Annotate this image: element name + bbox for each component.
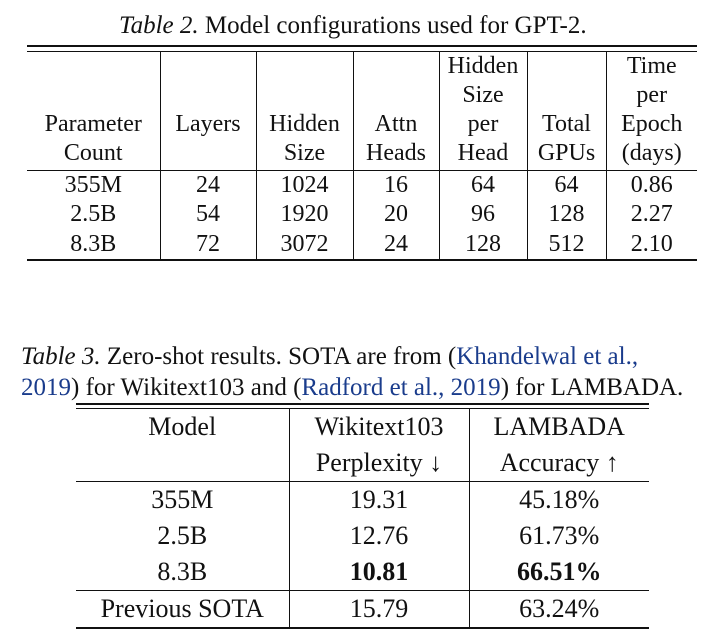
bold-value: 10.81	[349, 557, 409, 586]
table-cell: 355M	[27, 171, 160, 201]
table2-header-cell: Hidden Size per Head	[439, 52, 527, 171]
table-cell: 2.10	[630, 230, 673, 257]
table2-header-cell: Layers	[160, 52, 256, 171]
caption-text: ) for Wikitext103 and (	[71, 374, 302, 401]
table3-header-cell: Wikitext103	[289, 409, 469, 445]
table-cell: 20	[353, 200, 439, 229]
table-cell: 63.24%	[519, 594, 600, 623]
table2-header-cell: Attn Heads	[353, 52, 439, 171]
table-cell: 19.31	[289, 482, 469, 519]
table2-caption	[119, 10, 587, 41]
table-cell: 2.5B	[27, 200, 160, 229]
table-cell: 16	[353, 171, 439, 201]
table-cell: 355M	[76, 482, 289, 519]
table-cell: 72	[160, 230, 256, 260]
table-cell: 128	[527, 200, 606, 229]
table2-header-cell: Parameter Count	[27, 52, 160, 171]
table-row	[27, 200, 697, 229]
table-cell: 2.5B	[76, 518, 289, 554]
table-cell: 96	[439, 200, 527, 229]
table2-caption-text: Model configurations used for GPT-2.	[198, 12, 587, 39]
table-cell: 54	[160, 200, 256, 229]
citation-link[interactable]: Khandelwal et al.,	[456, 343, 639, 370]
table-cell: 1024	[256, 171, 353, 201]
table-cell: 8.3B	[76, 554, 289, 591]
table2-header-cell: Time per Epoch (days)	[621, 53, 683, 166]
table3-caption-line2	[21, 372, 683, 403]
table-row	[27, 171, 697, 201]
table-cell: 2.27	[630, 201, 673, 228]
table-cell: Previous SOTA	[76, 591, 289, 629]
table-cell: 12.76	[289, 518, 469, 554]
table-cell: 45.18%	[519, 485, 600, 514]
table-row	[76, 482, 649, 519]
table3-header-cell: Accuracy ↑	[499, 448, 619, 477]
table3-header-cell: Model	[76, 409, 289, 445]
table-row	[76, 591, 649, 629]
table-cell: 64	[439, 171, 527, 201]
caption-text: ) for LAMBADA.	[500, 374, 684, 401]
citation-link[interactable]: 2019	[21, 374, 71, 401]
table3-body	[76, 482, 649, 591]
table-cell: 24	[160, 171, 256, 201]
table2-header-cell: Total GPUs	[527, 52, 606, 171]
table-cell	[469, 554, 649, 591]
table-cell	[289, 554, 469, 591]
table-cell: 15.79	[289, 591, 469, 629]
table-cell: 512	[527, 230, 606, 260]
table3-header-cell: LAMBADA	[493, 412, 625, 441]
table2-caption-label: Table 2.	[119, 12, 199, 39]
table2-header	[27, 52, 697, 171]
table-row	[76, 518, 649, 554]
table-row	[76, 554, 649, 591]
table3-header-cell: Perplexity ↓	[289, 445, 469, 482]
table-cell: 61.73%	[519, 521, 600, 550]
table-cell: 0.86	[630, 172, 673, 198]
table-cell: 8.3B	[27, 230, 160, 260]
table3-caption	[21, 341, 638, 372]
table3-caption-label: Table 3.	[21, 343, 101, 370]
table-row	[27, 230, 697, 260]
citation-link[interactable]: Radford et al., 2019	[301, 374, 501, 401]
caption-text: Zero-shot results. SOTA are from (	[100, 343, 457, 370]
table3-header	[76, 409, 649, 482]
table-cell: 24	[353, 230, 439, 260]
table-cell: 64	[527, 171, 606, 201]
table-cell: 3072	[256, 230, 353, 260]
table3	[76, 403, 649, 629]
table3-header-cell	[76, 445, 289, 482]
bold-value: 66.51%	[517, 557, 602, 586]
table2-body	[27, 171, 697, 260]
table2-header-cell: Hidden Size	[256, 52, 353, 171]
table-cell: 1920	[256, 200, 353, 229]
table3-sota	[76, 591, 649, 629]
table-cell: 128	[439, 230, 527, 260]
table2	[27, 45, 697, 261]
